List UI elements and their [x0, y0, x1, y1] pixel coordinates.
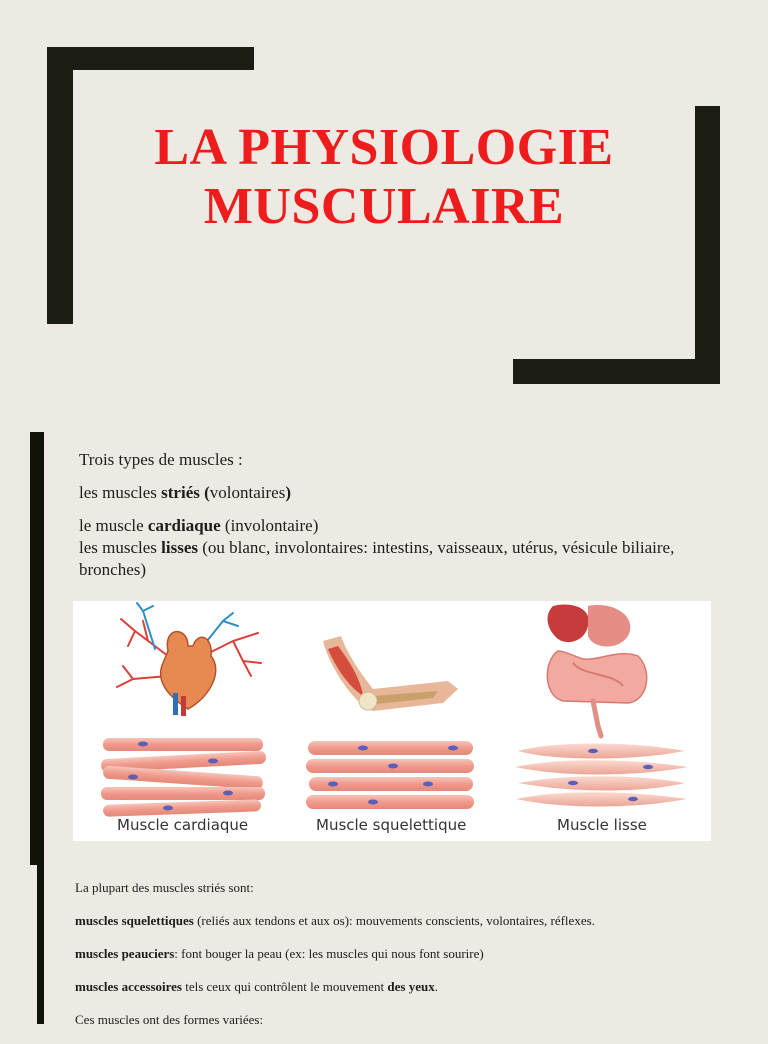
- smooth-fibers: [515, 744, 688, 807]
- title-line-2: MUSCULAIRE: [203, 178, 565, 235]
- note-accessory-bold-eyes: des yeux: [387, 979, 435, 994]
- type-striated-post: volontaires: [209, 483, 286, 502]
- muscle-illustration: [73, 601, 711, 841]
- notes-lead: La plupart des muscles striés sont:: [75, 880, 254, 895]
- type-striated-paren-open: (: [199, 483, 210, 502]
- note-cutaneous: [75, 945, 735, 962]
- note-accessory-end: .: [434, 979, 438, 994]
- note-accessory-rest: tels ceux qui contrôlent le mouvement: [181, 979, 388, 994]
- note-skeletal-rest: (reliés aux tendons et aux os): mouvements conscients, volontaires, réflexes.: [193, 913, 595, 928]
- arm-icon: [323, 636, 458, 711]
- accent-bar: [30, 432, 44, 865]
- type-striated: [79, 482, 739, 504]
- type-smooth-post: (ou blanc, involontaires: intestins, vaisseaux, utérus, vésicule biliaire, bronches): [79, 538, 675, 579]
- muscle-types-text: [79, 449, 739, 581]
- digestive-organs-icon: [547, 605, 646, 736]
- type-cardiac: [79, 515, 739, 537]
- intro-line: Trois types de muscles :: [79, 450, 243, 469]
- type-striated-pre: les muscles: [79, 483, 162, 502]
- accent-bar-lower: [37, 865, 44, 1024]
- content-slide: [0, 432, 768, 1027]
- notes-last: Ces muscles ont des formes variées:: [75, 1012, 264, 1027]
- heart-icon: [117, 603, 261, 716]
- skeletal-fibers: [306, 741, 474, 809]
- title-slide: [0, 0, 768, 420]
- caption-skeletal: Muscle squelettique: [316, 816, 467, 834]
- type-smooth: [79, 537, 739, 581]
- caption-smooth: Muscle lisse: [557, 816, 647, 834]
- striated-muscles-notes: [75, 879, 735, 1044]
- type-cardiac-pre: le muscle: [79, 516, 148, 535]
- type-striated-bold: striés: [161, 483, 200, 502]
- frame-top-left-horizontal: [47, 47, 254, 70]
- note-accessory-bold: muscles accessoires: [75, 979, 182, 994]
- note-cutaneous-bold: muscles peauciers: [75, 946, 175, 961]
- type-cardiac-bold: cardiaque: [147, 516, 221, 535]
- note-accessory: [75, 978, 735, 995]
- frame-bottom-right-horizontal: [513, 359, 720, 384]
- type-smooth-bold: lisses: [161, 538, 198, 557]
- cardiac-fibers: [101, 738, 266, 817]
- note-skeletal-bold: muscles squelettiques: [75, 913, 194, 928]
- type-smooth-pre: les muscles: [79, 538, 162, 557]
- type-cardiac-post: (involontaire): [220, 516, 319, 535]
- note-cutaneous-rest: : font bouger la peau (ex: les muscles qui nous font sourire): [174, 946, 484, 961]
- note-skeletal: [75, 912, 735, 929]
- type-striated-paren-close: ): [285, 483, 292, 502]
- caption-cardiac: Muscle cardiaque: [117, 816, 249, 834]
- title-line-1: LA PHYSIOLOGIE: [154, 119, 614, 176]
- muscle-illustration-svg: [73, 601, 711, 841]
- slide-title: [0, 118, 768, 236]
